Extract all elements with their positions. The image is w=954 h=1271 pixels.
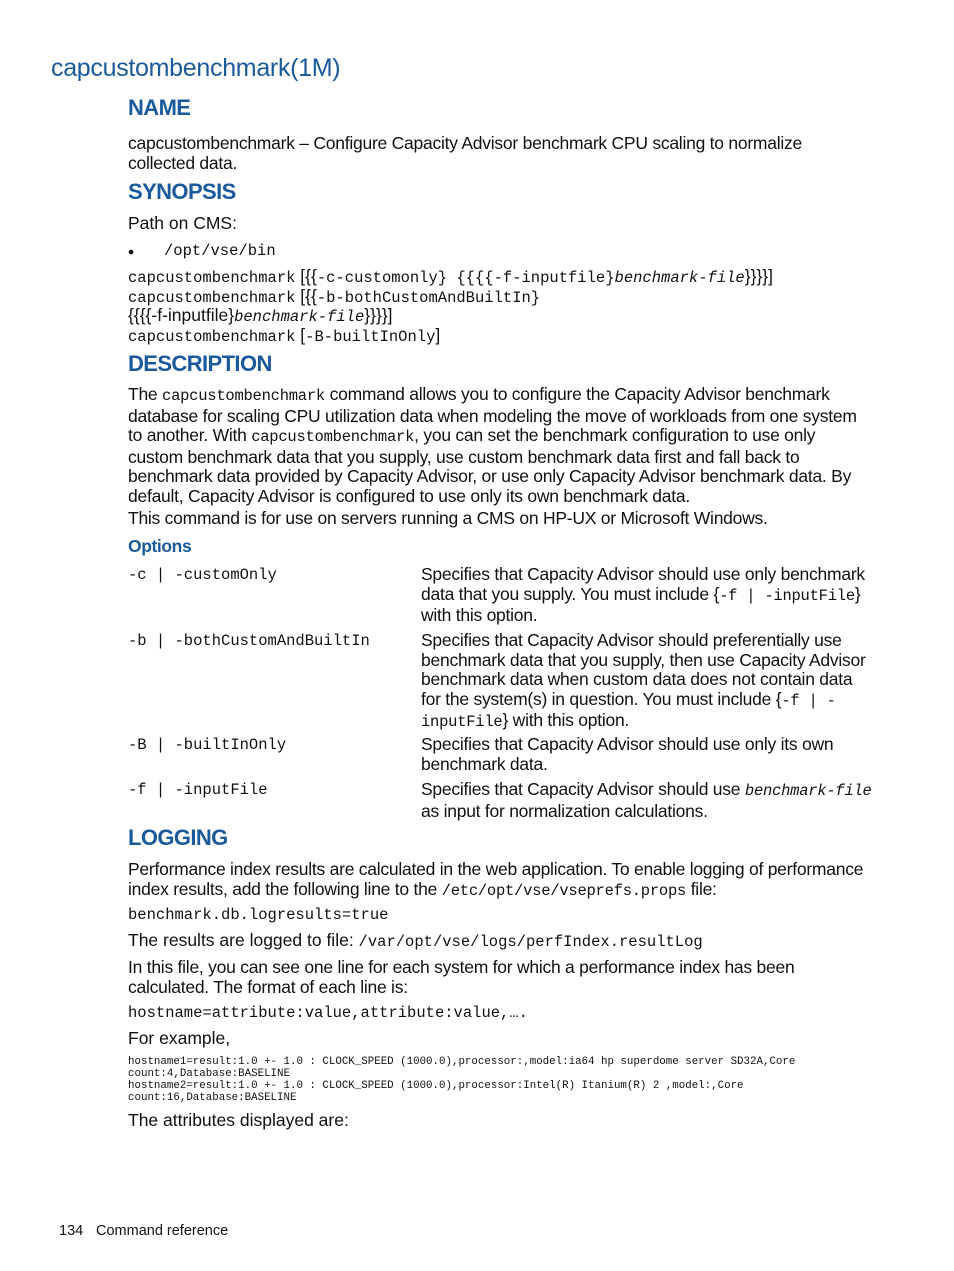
option-term: -B | -builtInOnly <box>128 736 287 754</box>
footer-section: Command reference <box>96 1223 229 1239</box>
synopsis-command: capcustombenchmark <box>128 269 296 287</box>
option-description: Specifies that Capacity Advisor should use benchmark-file as input for normalization calculations. <box>421 779 872 821</box>
option-term: -f | -inputFile <box>128 781 268 799</box>
attributes-label: The attributes displayed are: <box>128 1110 349 1130</box>
log-format-paragraph: In this file, you can see one line for each system for which a performance index has been calculated. The format of each line is: <box>128 957 795 997</box>
config-line: benchmark.db.logresults=true <box>128 906 389 924</box>
logging-paragraph: Performance index results are calculated in the web application. To enable logging of performance index results, add the following line to the /etc/opt/vse/vseprefs.props file: <box>128 859 864 900</box>
file-path: /etc/opt/vse/vseprefs.props <box>441 881 687 900</box>
option-term: -b | -bothCustomAndBuiltIn <box>128 632 370 650</box>
synopsis-bracket: [{{ <box>295 286 317 306</box>
synopsis-option: -b-bothCustomAndBuiltIn} <box>316 289 541 307</box>
synopsis-line-3 <box>128 306 393 328</box>
example-line: count:16,Database:BASELINE <box>128 1092 297 1104</box>
synopsis-heading: SYNOPSIS <box>128 179 236 204</box>
example-line: hostname2=result:1.0 +- 1.0 : CLOCK_SPEED (1000.0),processor:Intel(R) Itanium(R) 2 ,model:,Core <box>128 1080 744 1092</box>
page-number: 134 <box>59 1223 84 1239</box>
synopsis-bracket: [{{ <box>295 266 317 286</box>
cms-path: /opt/vse/bin <box>164 242 276 260</box>
file-path: /var/opt/vse/logs/perfIndex.resultLog <box>358 933 703 951</box>
logging-heading: LOGGING <box>128 825 228 850</box>
synopsis-command: capcustombenchmark <box>128 289 296 307</box>
synopsis-arg: benchmark-file <box>234 308 365 326</box>
description-paragraph: The capcustombenchmark command allows you to configure the Capacity Advisor benchmark database for scaling CPU utilization data when modeling the move of workloads from one system to another. With capcustombenchmark, you can set the benchmark configuration to use only custom benchmark data that you supply, use custom benchmark data first and fall back to benchmark data provided by Capacity Advisor, or use only Capacity Advisor benchmark data. By default, Capacity Advisor is configured to use only its own benchmark data. <box>128 384 857 506</box>
example-line: count:4,Database:BASELINE <box>128 1068 290 1080</box>
synopsis-arg: benchmark-file <box>614 269 745 287</box>
synopsis-line-4 <box>128 326 440 348</box>
synopsis-option: {{{{-f-inputfile} <box>128 305 235 325</box>
example-line: hostname1=result:1.0 +- 1.0 : CLOCK_SPEED (1000.0),processor:,model:ia64 hp superdome server SD32A,Core <box>128 1056 796 1068</box>
synopsis-bracket: [ <box>295 325 306 345</box>
synopsis-option: -B-builtInOnly <box>305 328 436 346</box>
option-description: Specifies that Capacity Advisor should use only benchmark data that you supply. You must include {-f | -inputFile} with this option. <box>421 564 865 626</box>
synopsis-bracket: ] <box>435 325 441 345</box>
description-heading: DESCRIPTION <box>128 351 272 376</box>
synopsis-bracket: }}}}] <box>744 266 773 286</box>
command-name: capcustombenchmark <box>162 387 325 405</box>
synopsis-option: -c-customonly} {{{{-f-inputfile} <box>316 269 615 287</box>
description-cms-note: This command is for use on servers running a CMS on HP-UX or Microsoft Windows. <box>128 508 768 528</box>
option-description: Specifies that Capacity Advisor should preferentially use benchmark data that you supply, then use Capacity Advisor benchmark data when custom data does not contain data for the system(s) in question. You must include {-f | -inputFile} with this option. <box>421 630 866 732</box>
synopsis-line-1 <box>128 267 773 289</box>
options-heading: Options <box>128 536 192 556</box>
format-line: hostname=attribute:value,attribute:value,…. <box>128 1004 528 1022</box>
option-code: -f | -inputFile <box>421 691 836 732</box>
synopsis-command: capcustombenchmark <box>128 328 296 346</box>
bullet-icon: • <box>128 242 135 262</box>
option-code: -f | -inputFile <box>719 586 855 605</box>
page-title: capcustombenchmark(1M) <box>51 54 341 82</box>
option-description: Specifies that Capacity Advisor should use only its own benchmark data. <box>421 734 834 774</box>
synopsis-bracket: }}}}] <box>364 305 393 325</box>
example-label: For example, <box>128 1028 231 1048</box>
path-label: Path on CMS: <box>128 213 237 233</box>
name-text: capcustombenchmark – Configure Capacity Advisor benchmark CPU scaling to normalize collected data. <box>128 133 802 173</box>
option-term: -c | -customOnly <box>128 566 277 584</box>
log-file-line: The results are logged to file: /var/opt/vse/logs/perfIndex.resultLog <box>128 930 703 951</box>
name-heading: NAME <box>128 95 191 120</box>
option-code: benchmark-file <box>744 782 872 800</box>
command-name: capcustombenchmark <box>251 428 415 447</box>
